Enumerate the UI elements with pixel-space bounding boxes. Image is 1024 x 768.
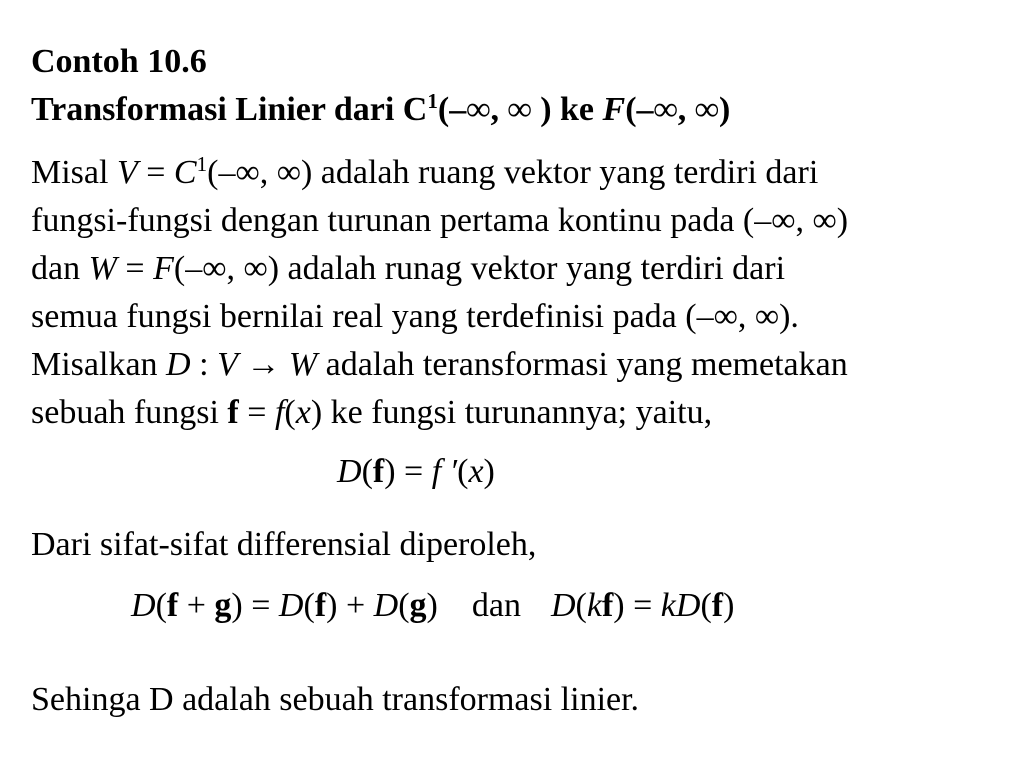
conjunction-dan: dan — [471, 587, 521, 624]
paragraph-differential: Dari sifat-sifat differensial diperoleh, — [31, 526, 537, 563]
paragraph-line-4: semua fungsi bernilai real yang terdefinisi pada (–∞, ∞). — [31, 298, 799, 335]
paragraph-line-3 — [31, 249, 785, 289]
conclusion: Sehinga D adalah sebuah transformasi linier. — [31, 681, 640, 718]
arrow-icon: → — [237, 346, 289, 383]
paren: ( — [457, 453, 469, 490]
symbol-f-bold: f — [314, 587, 327, 624]
paren: ( — [303, 587, 315, 624]
equals: = — [137, 154, 174, 191]
subtitle-superscript: 1 — [427, 89, 438, 114]
symbol-D: D — [373, 587, 399, 624]
symbol-D: D — [337, 453, 362, 490]
symbol-D: D — [550, 587, 576, 624]
symbol-g-bold: g — [409, 587, 427, 624]
symbol-V: V — [217, 346, 238, 383]
symbol-x: x — [468, 453, 484, 490]
text: dan — [31, 250, 89, 287]
paren: ) — [426, 587, 438, 624]
symbol-D: D — [166, 346, 191, 383]
colon: : — [190, 346, 218, 383]
symbol-C: C — [173, 154, 197, 191]
equation-derivative — [337, 452, 495, 492]
paren: ) — [613, 587, 625, 624]
paren: ( — [155, 587, 167, 624]
plus: + — [178, 587, 215, 624]
symbol-k: k — [660, 587, 676, 624]
equals: = — [116, 250, 154, 287]
text: adalah teransformasi yang memetakan — [317, 346, 848, 383]
symbol-f: f — [274, 394, 285, 431]
paren: ) — [384, 453, 396, 490]
symbol-f-bold: f — [372, 453, 385, 490]
paren: ) — [231, 587, 243, 624]
subtitle-interval: (–∞, ∞ ) ke — [437, 91, 603, 128]
symbol-f-bold: f — [601, 587, 614, 624]
paragraph-line-2: fungsi-fungsi dengan turunan pertama kontinu pada (–∞, ∞) — [31, 202, 849, 239]
text: (–∞, ∞) adalah runag vektor yang terdiri dari — [173, 250, 786, 287]
text: (–∞, ∞) adalah ruang vektor yang terdiri dari — [207, 154, 819, 191]
symbol-V: V — [116, 154, 138, 191]
paren: ) — [483, 453, 495, 490]
text: Misalkan — [31, 346, 167, 383]
paren: ( — [284, 394, 296, 431]
symbol-f-prime: f ′ — [431, 453, 458, 490]
symbol-x: x — [295, 394, 311, 431]
subtitle-F: F — [602, 91, 626, 128]
equals: = — [624, 587, 661, 624]
equals: = — [395, 453, 432, 490]
symbol-D: D — [278, 587, 304, 624]
paragraph-line-6 — [31, 393, 712, 433]
equals: = — [242, 587, 279, 624]
paren: ( — [700, 587, 712, 624]
example-subtitle — [31, 90, 730, 133]
text: ke fungsi turunannya; yaitu, — [322, 394, 713, 431]
paren: ) — [326, 587, 338, 624]
paren: ) — [723, 587, 735, 624]
symbol-D: D — [675, 587, 701, 624]
text: sebuah fungsi — [31, 394, 228, 431]
equals: = — [238, 394, 275, 431]
paren: ( — [361, 453, 373, 490]
example-title: Contoh 10.6 — [31, 43, 207, 80]
superscript: 1 — [196, 152, 208, 177]
symbol-F: F — [153, 250, 174, 287]
paragraph-line-1 — [31, 153, 818, 196]
symbol-f-bold: f — [166, 587, 179, 624]
paragraph-line-5 — [31, 345, 848, 385]
symbol-D: D — [131, 587, 156, 624]
text: Misal — [31, 154, 117, 191]
symbol-f-bold: f — [227, 394, 239, 431]
paren: ) — [310, 394, 323, 431]
symbol-k: k — [586, 587, 602, 624]
paren: ( — [398, 587, 410, 624]
plus: + — [337, 587, 374, 624]
symbol-W: W — [288, 346, 318, 383]
subtitle-text: Transformasi Linier dari C — [31, 91, 428, 128]
symbol-W: W — [88, 250, 117, 287]
equation-linearity — [131, 586, 734, 626]
symbol-g-bold: g — [214, 587, 232, 624]
subtitle-interval-2: (–∞, ∞) — [625, 91, 731, 128]
symbol-f-bold: f — [711, 587, 724, 624]
paren: ( — [575, 587, 587, 624]
